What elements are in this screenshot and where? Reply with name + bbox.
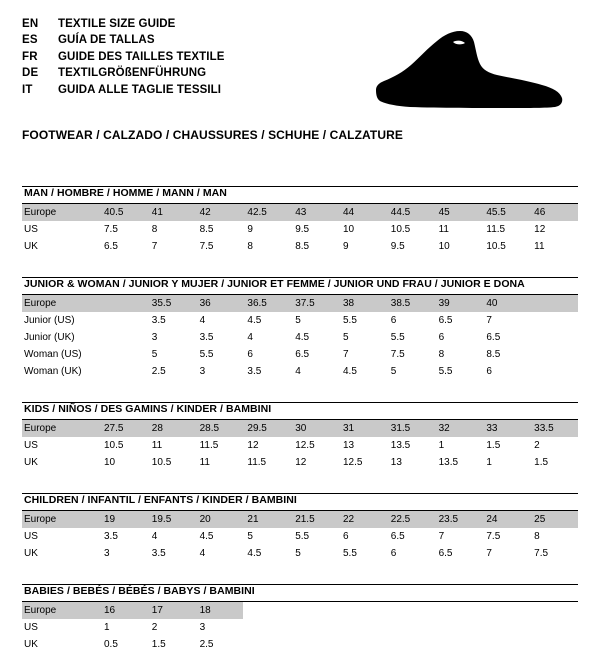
language-code: IT (22, 83, 33, 96)
language-row (22, 16, 225, 32)
table-cell: 6.5 (438, 315, 453, 326)
table-cell: 8 (151, 224, 158, 235)
size-table-babies (22, 602, 578, 653)
table-cell: 10.5 (486, 241, 506, 252)
table-cell: 38 (339, 295, 387, 312)
table-cell: 29.5 (243, 420, 291, 437)
table-cell: 2.5 (199, 639, 214, 650)
table-cell: 10.5 (151, 457, 172, 468)
table-cell: 28 (148, 420, 196, 437)
table-cell: 19.5 (148, 511, 196, 528)
table-cell: 8.5 (295, 241, 310, 252)
table-cell: 5 (295, 548, 301, 559)
table-cell: 39 (435, 295, 483, 312)
language-code: ES (22, 34, 38, 47)
table-row (22, 420, 578, 437)
table-cell: 5 (342, 332, 349, 343)
row-label: US (24, 622, 38, 633)
table-cell: 27.5 (100, 420, 148, 437)
document-header (22, 16, 578, 110)
row-label: Europe (22, 602, 100, 619)
table-row (22, 363, 578, 380)
table-cell: 21 (243, 511, 291, 528)
table-cell: 6.5 (486, 332, 501, 343)
table-row (22, 619, 578, 636)
table-cell: 12 (247, 440, 259, 451)
table-cell: 11.5 (486, 224, 506, 235)
section-title: MAN / HOMBRE / HOMME / MANN / MAN (24, 187, 227, 199)
table-cell (100, 295, 148, 312)
table-cell: 5.5 (342, 315, 357, 326)
table-cell-empty (482, 602, 530, 619)
row-label: US (24, 440, 38, 451)
table-cell (530, 329, 578, 346)
table-cell: 30 (291, 420, 339, 437)
table-cell (100, 363, 148, 380)
table-cell-empty (530, 636, 578, 653)
table-cell: 8.5 (486, 349, 501, 360)
table-cell: 6 (390, 315, 397, 326)
table-cell: 33 (482, 420, 530, 437)
table-cell: 6 (247, 349, 253, 360)
table-cell: 24 (482, 511, 530, 528)
table-cell: 4 (151, 531, 158, 542)
table-cell: 4.5 (342, 366, 357, 377)
table-cell: 37.5 (291, 295, 339, 312)
table-cell-empty (435, 619, 483, 636)
table-cell: 36.5 (243, 295, 291, 312)
table-cell (100, 329, 148, 346)
table-cell-empty (339, 636, 387, 653)
dress-shoe-icon (370, 28, 570, 110)
table-cell (530, 363, 578, 380)
table-cell: 3.5 (247, 366, 262, 377)
table-cell: 12.5 (342, 457, 363, 468)
table-cell (530, 295, 578, 312)
table-cell: 3.5 (151, 315, 166, 326)
table-cell: 11 (151, 440, 163, 451)
table-cell: 35.5 (148, 295, 196, 312)
table-cell-empty (339, 619, 387, 636)
table-cell: 11.5 (247, 457, 267, 468)
table-cell: 21.5 (291, 511, 339, 528)
table-cell: 9 (342, 241, 349, 252)
table-cell: 4 (295, 366, 301, 377)
table-row (22, 602, 578, 619)
row-label: Europe (22, 204, 100, 221)
row-label: US (24, 224, 38, 235)
language-row (22, 82, 225, 98)
row-label: Europe (22, 295, 100, 312)
table-cell: 11 (199, 457, 210, 468)
size-table-children (22, 511, 578, 562)
table-cell: 8.5 (199, 224, 214, 235)
section-junior-woman (22, 277, 578, 380)
table-row (22, 636, 578, 653)
table-cell: 7 (486, 315, 492, 326)
table-cell: 5.5 (390, 332, 405, 343)
table-cell: 10.5 (104, 440, 124, 451)
table-cell: 17 (148, 602, 196, 619)
table-cell-empty (482, 636, 530, 653)
table-cell: 19 (100, 511, 148, 528)
table-cell-empty (387, 636, 435, 653)
language-code: DE (22, 67, 39, 80)
table-cell: 6 (438, 332, 445, 343)
table-cell: 16 (100, 602, 148, 619)
table-cell: 13.5 (438, 457, 459, 468)
table-cell: 32 (435, 420, 483, 437)
table-cell-empty (243, 602, 291, 619)
table-cell: 2.5 (151, 366, 166, 377)
table-cell: 3.5 (151, 548, 166, 559)
table-cell: 1 (486, 457, 492, 468)
table-cell: 4.5 (295, 332, 310, 343)
table-cell: 0.5 (104, 639, 118, 650)
row-label: UK (24, 639, 38, 650)
table-cell: 45 (435, 204, 483, 221)
table-cell: 6 (342, 531, 349, 542)
table-cell: 12 (534, 224, 546, 235)
table-cell: 6 (390, 548, 397, 559)
table-cell-empty (435, 636, 483, 653)
table-row (22, 221, 578, 238)
table-cell: 36 (196, 295, 244, 312)
table-row (22, 511, 578, 528)
table-cell (530, 312, 578, 329)
table-cell: 10 (438, 241, 450, 252)
row-label: UK (24, 241, 38, 252)
table-cell: 45.5 (482, 204, 530, 221)
table-cell: 11 (534, 241, 545, 252)
table-cell-empty (291, 602, 339, 619)
table-cell: 13.5 (390, 440, 411, 451)
table-cell: 5.5 (295, 531, 310, 542)
table-cell: 11 (438, 224, 449, 235)
table-cell: 7.5 (104, 224, 118, 235)
table-cell: 23.5 (435, 511, 483, 528)
table-cell: 43 (291, 204, 339, 221)
section-man (22, 186, 578, 255)
table-row (22, 238, 578, 255)
row-label: UK (24, 548, 38, 559)
table-cell-empty (387, 602, 435, 619)
table-cell: 44.5 (387, 204, 435, 221)
table-cell-empty (243, 619, 291, 636)
language-row (22, 65, 225, 81)
table-cell: 4.5 (247, 315, 262, 326)
table-cell: 4.5 (199, 531, 214, 542)
table-cell: 18 (196, 602, 244, 619)
table-cell: 31 (339, 420, 387, 437)
row-label: Junior (UK) (24, 332, 75, 343)
table-cell: 5 (295, 315, 301, 326)
table-cell: 5.5 (438, 366, 453, 377)
language-title: GUIDA ALLE TAGLIE TESSILI (58, 83, 222, 96)
table-cell: 3.5 (104, 531, 118, 542)
row-label: Europe (22, 511, 100, 528)
table-cell: 7.5 (486, 531, 501, 542)
table-cell: 28.5 (196, 420, 244, 437)
language-code: EN (22, 18, 39, 30)
section-children (22, 493, 578, 562)
table-cell: 33.5 (530, 420, 578, 437)
section-title: CHILDREN / INFANTIL / ENFANTS / KINDER / BAMBINI (24, 494, 297, 506)
table-cell: 41 (148, 204, 196, 221)
table-cell: 3 (199, 622, 206, 633)
table-cell (100, 312, 148, 329)
table-cell: 6.5 (104, 241, 118, 252)
table-cell: 6.5 (438, 548, 453, 559)
section-title: JUNIOR & WOMAN / JUNIOR Y MUJER / JUNIOR ET FEMME / JUNIOR UND FRAU / JUNIOR E DONA (24, 278, 525, 290)
table-cell: 22 (339, 511, 387, 528)
table-cell: 7.5 (534, 548, 549, 559)
table-cell: 42.5 (243, 204, 291, 221)
table-row (22, 454, 578, 471)
table-cell: 5 (151, 349, 158, 360)
language-row (22, 49, 225, 65)
language-row (22, 32, 225, 48)
table-cell: 5 (390, 366, 397, 377)
table-cell: 9 (247, 224, 253, 235)
table-cell: 8 (438, 349, 445, 360)
language-title: GUIDE DES TAILLES TEXTILE (58, 50, 225, 63)
table-cell: 1 (104, 622, 110, 633)
table-cell: 40 (482, 295, 530, 312)
table-cell: 3.5 (199, 332, 214, 343)
table-cell: 9.5 (390, 241, 405, 252)
table-cell: 4 (199, 548, 206, 559)
table-row (22, 346, 578, 363)
table-cell: 9.5 (295, 224, 310, 235)
table-cell: 13 (342, 440, 355, 451)
table-cell: 7 (151, 241, 158, 252)
size-table-kids (22, 420, 578, 471)
table-cell: 7.5 (199, 241, 214, 252)
table-cell: 1 (438, 440, 445, 451)
table-cell: 11.5 (199, 440, 219, 451)
row-label: Woman (US) (24, 349, 82, 360)
section-title: BABIES / BEBÉS / BÉBÉS / BABYS / BAMBINI (24, 585, 255, 597)
table-row (22, 437, 578, 454)
table-cell: 25 (530, 511, 578, 528)
table-cell: 1.5 (534, 457, 549, 468)
table-cell: 40.5 (100, 204, 148, 221)
table-row (22, 312, 578, 329)
table-cell: 10.5 (390, 224, 411, 235)
table-cell: 6.5 (295, 349, 310, 360)
table-cell-empty (387, 619, 435, 636)
table-cell: 4 (247, 332, 253, 343)
table-row (22, 329, 578, 346)
table-row (22, 204, 578, 221)
table-cell: 42 (196, 204, 244, 221)
table-cell: 1.5 (486, 440, 501, 451)
table-cell: 22.5 (387, 511, 435, 528)
section-title: KIDS / NIÑOS / DES GAMINS / KINDER / BAMBINI (24, 403, 272, 415)
table-cell: 6 (486, 366, 492, 377)
table-cell-empty (435, 602, 483, 619)
table-cell: 7 (486, 548, 492, 559)
table-cell (530, 346, 578, 363)
table-cell: 31.5 (387, 420, 435, 437)
table-cell: 3 (104, 548, 110, 559)
table-cell-empty (530, 602, 578, 619)
table-cell: 4 (199, 315, 206, 326)
table-cell: 12 (295, 457, 307, 468)
row-label: UK (24, 457, 38, 468)
table-row (22, 545, 578, 562)
table-cell: 12.5 (295, 440, 315, 451)
table-row (22, 528, 578, 545)
table-cell: 1.5 (151, 639, 166, 650)
table-cell: 7 (438, 531, 445, 542)
table-cell-empty (482, 619, 530, 636)
table-cell: 2 (534, 440, 540, 451)
language-title-list (22, 16, 225, 98)
language-title: TEXTILGRÖßENFÜHRUNG (58, 67, 207, 80)
size-table-junior-woman (22, 295, 578, 380)
table-cell: 7 (342, 349, 349, 360)
row-label: Junior (US) (24, 315, 75, 326)
table-cell: 38.5 (387, 295, 435, 312)
table-cell: 46 (530, 204, 578, 221)
table-cell: 7.5 (390, 349, 405, 360)
table-cell: 2 (151, 622, 158, 633)
table-cell-empty (291, 636, 339, 653)
table-cell: 3 (199, 366, 206, 377)
section-kids (22, 402, 578, 471)
row-label: Woman (UK) (24, 366, 82, 377)
language-title: TEXTILE SIZE GUIDE (58, 18, 176, 30)
language-title: GUÍA DE TALLAS (58, 34, 155, 47)
table-cell: 5.5 (199, 349, 214, 360)
table-row (22, 295, 578, 312)
table-cell: 10 (104, 457, 116, 468)
table-cell: 4.5 (247, 548, 262, 559)
table-cell-empty (339, 602, 387, 619)
table-cell: 5.5 (342, 548, 357, 559)
table-cell: 13 (390, 457, 402, 468)
row-label: US (24, 531, 38, 542)
section-babies (22, 584, 578, 653)
category-heading: FOOTWEAR / CALZADO / CHAUSSURES / SCHUHE / CALZATURE (22, 128, 403, 142)
table-cell-empty (530, 619, 578, 636)
table-cell: 10 (342, 224, 355, 235)
table-cell: 6.5 (390, 531, 405, 542)
table-cell: 44 (339, 204, 387, 221)
table-cell (100, 346, 148, 363)
language-code: FR (22, 50, 38, 63)
table-cell: 8 (247, 241, 253, 252)
size-table-man (22, 204, 578, 255)
row-label: Europe (22, 420, 100, 437)
table-cell: 5 (247, 531, 253, 542)
table-cell: 8 (534, 531, 540, 542)
table-cell: 20 (196, 511, 244, 528)
table-cell-empty (291, 619, 339, 636)
table-cell: 3 (151, 332, 158, 343)
table-cell-empty (243, 636, 291, 653)
